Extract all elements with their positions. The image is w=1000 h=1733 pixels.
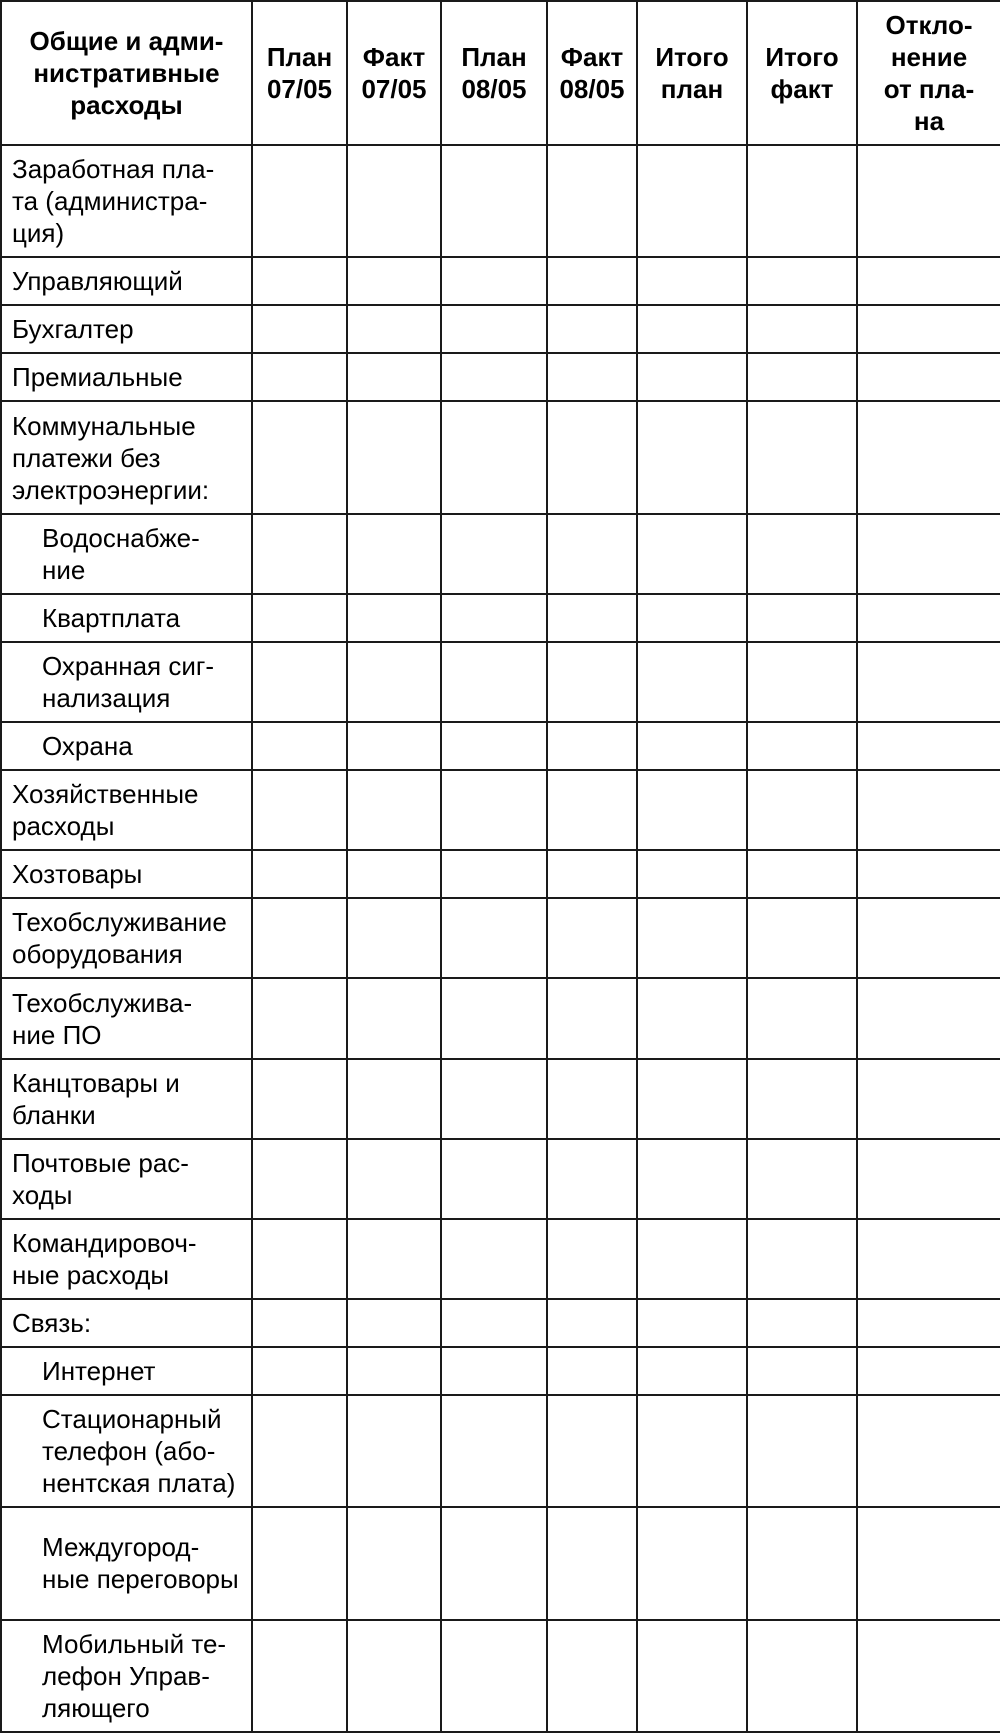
table-row — [1, 1139, 1000, 1219]
header-label: Общие и адми- нистративные расходы — [29, 26, 224, 120]
table-cell — [252, 1059, 347, 1139]
table-cell — [747, 1299, 857, 1347]
table-cell — [547, 1299, 637, 1347]
table-cell — [747, 305, 857, 353]
table-cell — [857, 1299, 1000, 1347]
table-cell — [637, 1059, 747, 1139]
table-cell — [347, 514, 441, 594]
table-cell — [547, 1219, 637, 1299]
table-cell — [747, 1395, 857, 1507]
header-fact-08-05 — [547, 1, 637, 145]
table-cell — [347, 1299, 441, 1347]
table-cell — [252, 1395, 347, 1507]
table-cell — [637, 594, 747, 642]
header-category — [1, 1, 252, 145]
table-cell — [252, 257, 347, 305]
table-cell — [547, 353, 637, 401]
table-cell — [637, 1507, 747, 1619]
table-cell — [252, 1299, 347, 1347]
table-cell — [347, 1059, 441, 1139]
table-cell — [252, 1507, 347, 1619]
table-cell — [441, 898, 547, 978]
table-cell — [441, 850, 547, 898]
table-cell — [347, 1620, 441, 1732]
table-cell — [637, 850, 747, 898]
table-cell — [637, 514, 747, 594]
table-cell — [547, 850, 637, 898]
table-row — [1, 850, 1000, 898]
table-cell — [857, 1507, 1000, 1619]
table-cell — [747, 514, 857, 594]
table-cell — [441, 305, 547, 353]
header-label: План 08/05 — [461, 42, 527, 104]
row-label: Квартплата — [1, 594, 252, 642]
table-cell — [747, 850, 857, 898]
table-cell — [857, 353, 1000, 401]
table-cell — [547, 642, 637, 722]
table-cell — [347, 722, 441, 770]
table-cell — [441, 1299, 547, 1347]
table-cell — [441, 1059, 547, 1139]
table-cell — [347, 1219, 441, 1299]
table-cell — [857, 850, 1000, 898]
table-cell — [252, 145, 347, 257]
header-total-fact — [747, 1, 857, 145]
table-cell — [441, 722, 547, 770]
row-label: Связь: — [1, 1299, 252, 1347]
row-label: Техобслужива- ние ПО — [1, 978, 252, 1058]
table-cell — [547, 145, 637, 257]
table-cell — [252, 722, 347, 770]
table-cell — [637, 1347, 747, 1395]
table-cell — [347, 850, 441, 898]
table-row — [1, 401, 1000, 513]
table-cell — [747, 978, 857, 1058]
row-label: Командировоч- ные расходы — [1, 1219, 252, 1299]
table-cell — [347, 145, 441, 257]
header-plan-07-05 — [252, 1, 347, 145]
row-label: Заработная пла- та (администра- ция) — [1, 145, 252, 257]
table-cell — [347, 1507, 441, 1619]
row-label: Техобслуживание оборудования — [1, 898, 252, 978]
table-cell — [747, 257, 857, 305]
table-row — [1, 770, 1000, 850]
table-cell — [857, 594, 1000, 642]
table-cell — [747, 770, 857, 850]
table-cell — [857, 722, 1000, 770]
table-cell — [857, 1059, 1000, 1139]
table-cell — [637, 257, 747, 305]
table-cell — [547, 770, 637, 850]
table-row — [1, 353, 1000, 401]
header-label: План 07/05 — [266, 42, 333, 104]
table-cell — [637, 978, 747, 1058]
table-cell — [747, 1139, 857, 1219]
table-cell — [347, 898, 441, 978]
table-cell — [637, 770, 747, 850]
table-row — [1, 1299, 1000, 1347]
table-cell — [857, 1620, 1000, 1732]
table-cell — [347, 257, 441, 305]
table-cell — [347, 401, 441, 513]
table-cell — [252, 514, 347, 594]
table-cell — [637, 401, 747, 513]
table-cell — [637, 305, 747, 353]
table-header-row — [1, 1, 1000, 145]
table-cell — [252, 1347, 347, 1395]
table-row — [1, 1620, 1000, 1732]
table-cell — [252, 1620, 347, 1732]
table-cell — [857, 770, 1000, 850]
table-cell — [857, 401, 1000, 513]
table-row — [1, 305, 1000, 353]
row-label: Интернет — [1, 1347, 252, 1395]
table-cell — [347, 1347, 441, 1395]
row-label: Охранная сиг- нализация — [1, 642, 252, 722]
table-cell — [747, 1219, 857, 1299]
table-cell — [547, 1139, 637, 1219]
table-row — [1, 1347, 1000, 1395]
header-deviation — [857, 1, 1000, 145]
table-body — [1, 145, 1000, 1732]
table-row — [1, 514, 1000, 594]
table-cell — [857, 1395, 1000, 1507]
table-cell — [547, 514, 637, 594]
table-cell — [747, 722, 857, 770]
row-label: Почтовые рас- ходы — [1, 1139, 252, 1219]
table-cell — [252, 898, 347, 978]
table-cell — [347, 978, 441, 1058]
table-cell — [347, 353, 441, 401]
table-cell — [637, 1139, 747, 1219]
table-cell — [441, 1219, 547, 1299]
table-cell — [547, 1620, 637, 1732]
table-cell — [347, 642, 441, 722]
table-cell — [347, 1139, 441, 1219]
table-cell — [637, 898, 747, 978]
row-label: Хозтовары — [1, 850, 252, 898]
header-label: Факт 08/05 — [559, 42, 625, 104]
table-cell — [441, 257, 547, 305]
header-label: Итого план — [655, 42, 729, 104]
table-cell — [441, 642, 547, 722]
table-cell — [547, 978, 637, 1058]
table-cell — [637, 353, 747, 401]
table-cell — [252, 1139, 347, 1219]
table-cell — [441, 770, 547, 850]
row-label: Бухгалтер — [1, 305, 252, 353]
table-cell — [747, 1507, 857, 1619]
row-label: Стационарный телефон (або- нентская плата) — [1, 1395, 252, 1507]
table-cell — [857, 145, 1000, 257]
table-cell — [441, 1507, 547, 1619]
table-cell — [547, 305, 637, 353]
table-row — [1, 1219, 1000, 1299]
table-row — [1, 594, 1000, 642]
row-label: Охрана — [1, 722, 252, 770]
table-row — [1, 978, 1000, 1058]
table-cell — [747, 1347, 857, 1395]
table-cell — [747, 145, 857, 257]
table-cell — [252, 978, 347, 1058]
table-cell — [857, 305, 1000, 353]
header-plan-08-05 — [441, 1, 547, 145]
table-cell — [637, 1395, 747, 1507]
table-row — [1, 257, 1000, 305]
table-cell — [347, 1395, 441, 1507]
row-label: Водоснабже- ние — [1, 514, 252, 594]
table-cell — [547, 401, 637, 513]
table-cell — [252, 642, 347, 722]
table-cell — [747, 898, 857, 978]
header-fact-07-05 — [347, 1, 441, 145]
table-cell — [547, 898, 637, 978]
table-cell — [637, 1219, 747, 1299]
row-label: Междугород- ные переговоры — [1, 1507, 252, 1619]
table-cell — [547, 1059, 637, 1139]
table-cell — [747, 1620, 857, 1732]
table-cell — [441, 978, 547, 1058]
table-cell — [441, 594, 547, 642]
table-row — [1, 642, 1000, 722]
table-cell — [747, 1059, 857, 1139]
table-cell — [857, 898, 1000, 978]
table-cell — [637, 145, 747, 257]
table-row — [1, 898, 1000, 978]
table-cell — [637, 642, 747, 722]
row-label: Коммунальные платежи без электроэнергии: — [1, 401, 252, 513]
table-cell — [547, 722, 637, 770]
row-label: Мобильный те- лефон Управ- ляющего — [1, 1620, 252, 1732]
header-label: Итого факт — [765, 42, 839, 104]
table-cell — [547, 1347, 637, 1395]
header-label: Откло- нение от пла- на — [883, 10, 975, 136]
table-cell — [252, 1219, 347, 1299]
table-cell — [347, 770, 441, 850]
table-row — [1, 722, 1000, 770]
table-cell — [857, 978, 1000, 1058]
table-cell — [547, 1507, 637, 1619]
table-cell — [747, 594, 857, 642]
table-cell — [441, 145, 547, 257]
table-cell — [347, 305, 441, 353]
table-cell — [441, 1139, 547, 1219]
table-cell — [547, 257, 637, 305]
table-cell — [747, 642, 857, 722]
table-cell — [747, 353, 857, 401]
table-cell — [857, 1139, 1000, 1219]
table-cell — [252, 770, 347, 850]
table-cell — [857, 257, 1000, 305]
table-cell — [252, 850, 347, 898]
table-cell — [637, 1299, 747, 1347]
table-cell — [637, 1620, 747, 1732]
header-label: Факт 07/05 — [361, 42, 427, 104]
row-label: Канцтовары и бланки — [1, 1059, 252, 1139]
table-cell — [857, 1219, 1000, 1299]
table-row — [1, 1059, 1000, 1139]
table-cell — [441, 1347, 547, 1395]
table-row — [1, 145, 1000, 257]
table-cell — [857, 514, 1000, 594]
table-cell — [252, 305, 347, 353]
table-cell — [441, 353, 547, 401]
row-label: Премиальные — [1, 353, 252, 401]
table-row — [1, 1395, 1000, 1507]
table-cell — [747, 401, 857, 513]
table-cell — [637, 722, 747, 770]
table-cell — [252, 594, 347, 642]
table-cell — [857, 642, 1000, 722]
table-row — [1, 1507, 1000, 1619]
table-cell — [441, 514, 547, 594]
header-total-plan — [637, 1, 747, 145]
table-cell — [441, 401, 547, 513]
table-cell — [441, 1395, 547, 1507]
table-cell — [347, 594, 441, 642]
table-cell — [252, 401, 347, 513]
table-cell — [441, 1620, 547, 1732]
row-label: Хозяйственные расходы — [1, 770, 252, 850]
row-label: Управляющий — [1, 257, 252, 305]
table-cell — [547, 1395, 637, 1507]
table-cell — [252, 353, 347, 401]
table-cell — [857, 1347, 1000, 1395]
table-cell — [547, 594, 637, 642]
